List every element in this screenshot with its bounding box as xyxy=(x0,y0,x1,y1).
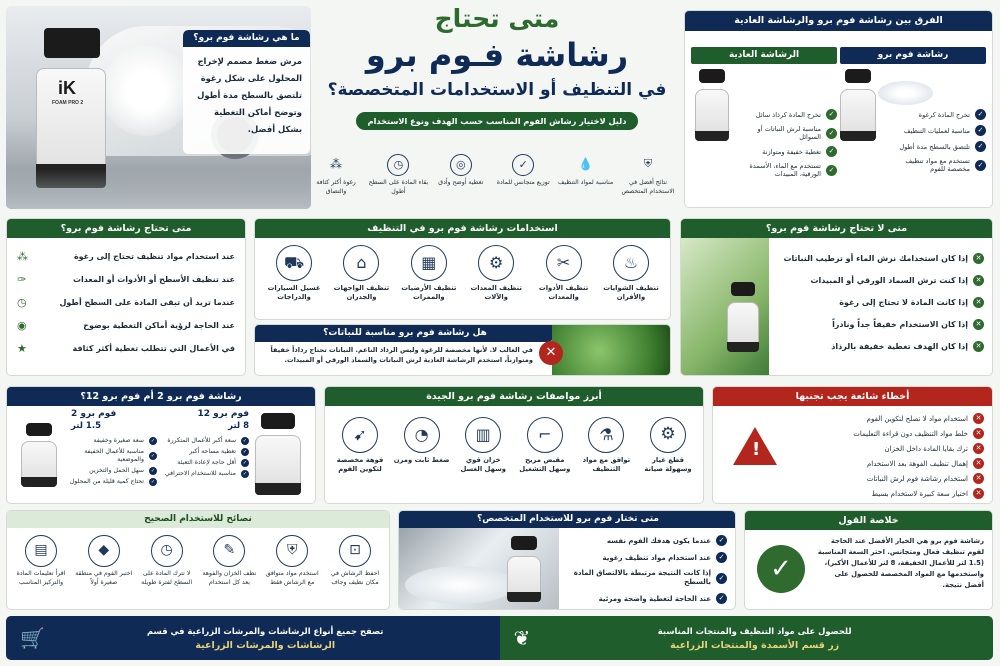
tips-title: نصائح للاستخدام الصحيح xyxy=(7,511,389,528)
book-icon: ▤ xyxy=(25,535,57,567)
hero-title-line3: في التنظيف أو الاستخدامات المتخصصة؟ xyxy=(327,80,667,100)
summary-title: خلاصة القول xyxy=(745,511,992,530)
x-icon: ✕ xyxy=(973,275,984,286)
uses-title: استخدامات رشاشة فوم برو في التنظيف xyxy=(255,219,670,238)
hero-subtitle: دليل لاختيار رشاش الفوم المناسب حسب الهدف ونوع الاستخدام xyxy=(356,112,639,130)
list-item: ✓ تستخدم مع مواد تنظيف مخصصة للفوم xyxy=(886,157,986,173)
spec-item: ◔ ضغط ثابت ومرن xyxy=(393,417,451,474)
clock-icon: ◷ xyxy=(151,535,183,567)
list-item: ✓ تلتصق بالسطح مدة أطول xyxy=(886,141,986,152)
footer-left-line2: الرشاشات والمرشات الزراعية xyxy=(195,639,336,651)
list-item: ✕ خلط مواد التنظيف دون قراءة التعليمات xyxy=(788,428,984,439)
feature-item: ◷ بقاء المادة على السطح أطول xyxy=(368,154,428,210)
x-icon: ✕ xyxy=(973,297,984,308)
tractor-icon: ⚙ xyxy=(478,245,514,281)
x-icon: ✕ xyxy=(973,319,984,330)
floor-shine xyxy=(6,169,311,209)
list-item: ✕ إذا كان استخدامك نرش الماء أو ترطيب النباتات xyxy=(772,253,984,264)
foam-column xyxy=(840,47,986,203)
gear-icon: ⚙ xyxy=(650,417,686,453)
hero-title-line1: متى تحتاج xyxy=(434,4,560,33)
leaves-photo xyxy=(552,325,670,376)
pro12-points xyxy=(163,437,249,478)
flask-icon: ⚗ xyxy=(588,417,624,453)
feature-item: ⁂ رغوة أكثر كثافة والتصاق xyxy=(306,154,366,210)
when-need-title: متى تحتاج رشاشة فوم برو؟ xyxy=(7,219,245,238)
list-item: ✕ إذا كان الهدف تغطية خفيفة بالرذاذ xyxy=(772,341,984,352)
list-item: عندما تريد أن تبقى المادة على السطح أطول ◷ xyxy=(17,296,235,309)
drop-icon: 💧 xyxy=(578,157,594,171)
bubbles-icon: ⁂ xyxy=(330,157,343,171)
toolbox-icon: ⊡ xyxy=(339,535,371,567)
footer-link-fertilizers[interactable] xyxy=(500,616,994,660)
tips-panel xyxy=(6,510,390,610)
footer-left-line1: تصفح جميع أنواع الرشاشات والمرشات الزراعية في قسم xyxy=(146,625,384,636)
list-item: ✓ عند استخدام مواد تنظيف رغوية xyxy=(561,552,727,563)
list-item: ✓ تغطية خفيفة ومتوازنة xyxy=(737,146,837,157)
footer-link-sprayers[interactable] xyxy=(6,616,500,660)
list-item: ✓ عند الحاجة لتغطية واضحة ومرئية xyxy=(561,593,727,604)
clock-icon: ◷ xyxy=(387,154,409,176)
feature-item: ✓ توزيع متجانس للمادة xyxy=(493,154,553,210)
when-not-list xyxy=(772,253,984,352)
handle-icon: ⌐ xyxy=(527,417,563,453)
foam-splash xyxy=(101,46,191,136)
specialized-title: متى تختار فوم برو للاستخدام المتخصص؟ xyxy=(399,511,736,528)
list-item: ✓ تخرج المادة كرذاذ سائل xyxy=(737,109,837,120)
list-item: ✓ تستخدم مع الماء، الأسمدة الورقية، المبيدات xyxy=(737,162,837,178)
specialized-list xyxy=(561,535,727,604)
mistakes-panel: أخطاء شائعة يجب تجنبها ! ✕ استخدام مواد لا تصلح لتكوين الفوم ✕ خلط مواد التنظيف دون قراءة التعليمات ✕ ترك بقايا المادة داخل الخزان ✕ إهمال تنظيف الفوهة بعد الاستخدام ✕ استخدام رشاشة فوم لرش النباتات ✕ اختيار سعة كبيرة لاستخدام بسيط xyxy=(712,386,993,504)
tip-item: ⊡ احفظ الرشاش في مكان نظيف وجاف xyxy=(325,535,385,587)
no-icon: ✕ xyxy=(539,341,563,365)
use-item: ⚙ تنظيف المعدات والآلات xyxy=(463,245,529,302)
list-item: ✓ تغطية مساحة أكبر xyxy=(189,448,248,455)
normal-column-title: الرشاشة العادية xyxy=(691,47,837,64)
list-item: ✓ عندما يكون هدفك الفوم نفسه xyxy=(561,535,727,546)
pro12-block xyxy=(161,409,311,501)
what-is-title: ما هي رشاشة فوم برو؟ xyxy=(183,30,310,47)
brush-icon: ✎ xyxy=(213,535,245,567)
plants-title: هل رشاشة فوم برو مناسبة للنباتات؟ xyxy=(255,325,555,342)
specialized-panel xyxy=(398,510,736,610)
list-item: ✓ تحتاج كمية قليلة من المحلول xyxy=(69,478,156,485)
foam-column-title: رشاشة فوم برو xyxy=(840,47,986,64)
brand-model: FOAM PRO 2 xyxy=(52,100,84,106)
list-item: ✕ استخدام مواد لا تصلح لتكوين الفوم xyxy=(788,413,984,424)
shield-icon: ⛨ xyxy=(643,157,653,170)
clock-icon: ◷ xyxy=(17,296,27,309)
feature-item: 💧 مناسبة لمواد التنظيف xyxy=(556,154,616,210)
list-item: عند تنظيف الأسطح أو الأدوات أو المعدات ✑ xyxy=(17,273,235,286)
uses-grid xyxy=(261,245,664,302)
list-item: ✓ مناسبة لعمليات التنظيف xyxy=(886,125,986,136)
when-not-panel xyxy=(680,218,993,376)
sizes-panel xyxy=(6,386,316,504)
bubbles-icon: ⁂ xyxy=(17,250,28,263)
shield-check-icon: ⛨ xyxy=(276,535,308,567)
eye-icon: ◉ xyxy=(17,319,27,332)
footer-bar xyxy=(6,616,993,660)
pro2-sprayer xyxy=(21,423,57,487)
foam-work-photo xyxy=(399,528,559,610)
tip-item: ✎ نظف الخزان والفوهة بعد كل استخدام xyxy=(199,535,259,587)
spec-item: ➹ فوهة مخصصة لتكوين الفوم xyxy=(331,417,389,474)
difference-panel xyxy=(684,10,993,208)
car-icon: ⛟ xyxy=(276,245,312,281)
list-item: ✕ إذا كان الاستخدام خفيفاً جداً ونادراً xyxy=(772,319,984,330)
list-item: ✓ سعة صغيرة وخفيفة xyxy=(93,437,156,444)
pro12-capacity: 8 لتر xyxy=(228,421,249,431)
use-item: ▦ تنظيف الأرضيات والممرات xyxy=(396,245,462,302)
normal-sprayer xyxy=(695,69,729,141)
list-item: في الأعمال التي تتطلب تغطية أكثر كثافة ★ xyxy=(17,342,235,355)
plants-panel xyxy=(254,324,671,376)
summary-text: رشاشة فوم برو هي الخيار الأفضل عند الحاجة لفوم تنظيف فعال ومتجانس. اختر السعة المناسبة (1.5 لتر للأعمال الخفيفة، 8 لتر للأعمال الأكبر)، واستخدمها مع المواد المخصصة للحصول على أفضل نتيجة. xyxy=(817,537,984,589)
plant-icon: ❦ xyxy=(513,626,531,650)
footer-right-line2: زر قسم الأسمدة والمنتجات الزراعية xyxy=(670,639,840,651)
tank-icon: ▥ xyxy=(465,417,501,453)
what-is-card xyxy=(183,30,310,154)
list-item: ✓ سهل الحمل والتخزين xyxy=(89,467,156,474)
use-item: ⌂ تنظيف الواجهات والجدران xyxy=(328,245,394,302)
when-need-list xyxy=(7,238,245,355)
what-is-text: مرش ضغط مصمم لإخراج المحلول على شكل رغوة تلتصق بالسطح مدة أطول وتوضح أماكن التغطية بشكل أفضل. xyxy=(197,56,302,134)
tips-grid xyxy=(11,535,385,587)
list-item: ✓ أقل حاجة لإعادة التعبئة xyxy=(177,459,248,466)
specs-grid xyxy=(331,417,697,474)
mistakes-title: أخطاء شائعة يجب تجنبها xyxy=(713,387,992,406)
list-item: عند الحاجة لرؤية أماكن التغطية بوضوح ◉ xyxy=(17,319,235,332)
normal-points xyxy=(737,109,837,178)
tip-item: ⛨ استخدم مواد متوافق مع الرشاش فقط xyxy=(262,535,322,587)
plant-spray-photo xyxy=(681,238,769,376)
mistakes-list xyxy=(788,413,984,499)
star-icon: ★ xyxy=(17,342,27,355)
list-item: ✕ اختيار سعة كبيرة لاستخدام بسيط xyxy=(788,488,984,499)
list-item: ✓ مناسبة لرش النباتات أو السوائل xyxy=(737,125,837,141)
brand-logo: iK xyxy=(58,78,76,98)
list-item: ✕ إهمال تنظيف الفوهة بعد الاستخدام xyxy=(788,458,984,469)
feature-item: ◎ تغطية أوضح وأدق xyxy=(431,154,491,210)
hero-features xyxy=(306,154,678,210)
list-item: ✓ مناسبة للأعمال الخفيفة والموضعية xyxy=(84,448,156,463)
garden-sprayer xyxy=(727,282,759,352)
list-item: ✕ استخدام رشاشة فوم لرش النباتات xyxy=(788,473,984,484)
list-item: ✕ إذا كانت المادة لا تحتاج إلى رغوة xyxy=(772,297,984,308)
list-item: ✓ تخرج المادة كرغوة xyxy=(886,109,986,120)
normal-column xyxy=(691,47,837,203)
spray-icon: ✑ xyxy=(17,273,27,286)
work-sprayer xyxy=(507,536,541,602)
sizes-title: رشاشة فوم برو 2 أم فوم برو 12؟ xyxy=(7,387,315,406)
use-item: ✂ تنظيف الأدوات والمعدات xyxy=(531,245,597,302)
spec-item: ⚙ قطع غيار وسهولة صيانة xyxy=(639,417,697,474)
foam-cloud xyxy=(878,81,933,105)
hero-title-line2: رشاشة فـوم برو xyxy=(365,36,629,74)
spec-item: ⚗ توافق مع مواد التنظيف xyxy=(577,417,635,474)
specs-title: أبرز مواصفات رشاشة فوم برو الجيدة xyxy=(325,387,703,406)
feature-item: ⛨ نتائج أفضل في الاستخدام المتخصص xyxy=(618,154,678,210)
foam-sprayer xyxy=(840,69,876,141)
use-item: ⛟ غسيل السيارات والدراجات xyxy=(261,245,327,302)
spec-item: ⌐ مقبض مريح وسهل التشغيل xyxy=(516,417,574,474)
check-circle-icon: ✓ xyxy=(512,154,534,176)
tip-item: ◷ لا تترك المادة على السطح لفترة طويلة xyxy=(137,535,197,587)
x-icon: ✕ xyxy=(973,253,984,264)
foam-points xyxy=(886,109,986,173)
list-item: ✕ إذا كنت ترش السماد الورقي أو المبيدات xyxy=(772,275,984,286)
nozzle-icon: ➹ xyxy=(342,417,378,453)
when-need-panel xyxy=(6,218,246,376)
hero-title-block xyxy=(318,4,676,154)
check-badge-icon: ✓ xyxy=(757,545,805,593)
drop-icon: ◆ xyxy=(88,535,120,567)
when-not-title: متى لا تحتاج رشاشة فوم برو؟ xyxy=(681,219,992,238)
target-icon: ◎ xyxy=(450,154,472,176)
footer-right-line1: للحصول على مواد التنظيف والمنتجات المناسبة xyxy=(657,625,852,636)
difference-title: الفرق بين رشاشة فوم برو والرشاشة العادية xyxy=(685,11,992,31)
tiles-icon: ▦ xyxy=(411,245,447,281)
x-icon: ✕ xyxy=(973,341,984,352)
list-item: ✕ ترك بقايا المادة داخل الخزان xyxy=(788,443,984,454)
plants-text: في الغالب لا. لأنها مخصصة للرغوة وليس الرذاذ الناعم. النباتات تحتاج رذاذاً خفيفاً ومتوازناً، استخدم الرشاشة العادية لرش النباتات والسماد الورقي أو المبيدات. xyxy=(270,346,533,364)
list-item: ✓ إذا كانت النتيجة مرتبطة بالالتصاق المادة بالسطح xyxy=(561,569,727,587)
house-icon: ⌂ xyxy=(343,245,379,281)
pro2-name: فوم برو 2 xyxy=(71,409,117,419)
grill-icon: ♨ xyxy=(613,245,649,281)
specs-panel xyxy=(324,386,704,504)
gauge-icon: ◔ xyxy=(404,417,440,453)
pro2-capacity: 1.5 لتر xyxy=(71,421,101,431)
pro12-sprayer xyxy=(255,413,301,495)
uses-panel xyxy=(254,218,671,320)
hero-sprayer xyxy=(36,28,106,188)
cart-icon: 🛒 xyxy=(20,626,45,650)
tip-item: ▤ اقرأ تعليمات المادة والتركيز المناسب xyxy=(11,535,71,587)
pro2-points xyxy=(67,437,157,486)
list-item: ✓ سعة أكبر للأعمال المتكررة xyxy=(167,437,248,444)
pro2-block xyxy=(11,409,159,501)
use-item: ♨ تنظيف الشوايات والأفران xyxy=(598,245,664,302)
summary-panel xyxy=(744,510,993,610)
spec-item: ▥ خزان قوي وسهل الغسل xyxy=(454,417,512,474)
tools-icon: ✂ xyxy=(546,245,582,281)
list-item: عند استخدام مواد تنظيف تحتاج إلى رغوة ⁂ xyxy=(17,250,235,263)
list-item: ✓ مناسبة للاستخدام الاحترافي xyxy=(165,470,248,477)
pro12-name: فوم برو 12 xyxy=(197,409,249,419)
foam-puddle xyxy=(405,566,515,604)
tip-item: ◆ اختبر الفوم في منطقة صغيرة أولاً xyxy=(74,535,134,587)
